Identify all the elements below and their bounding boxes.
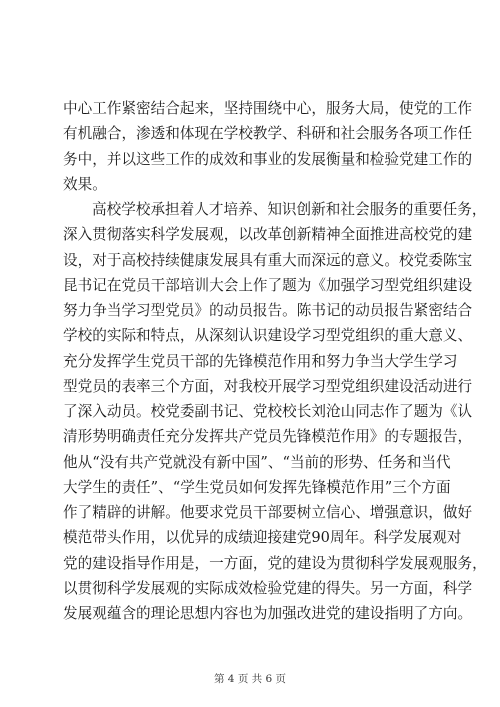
- text-line: 高 校 学 校 承 担 着 人 才 培 养 、 知 识 创 新 和 社 会 服 务 的 重 要 任 务 ，: [92, 201, 487, 218]
- text-line: 作 了 精 辟 的 讲 解 。 他 要 求 党 员 干 部 要 树 立 信 心 、 增 强 意 识 ， 做 好: [63, 504, 473, 521]
- text-line: 努 力 争 当 学 习 型 党 员 》 的 动 员 报 告 。 陈 书 记 的 动 员 报 告 紧 密 结 合: [63, 302, 473, 319]
- text-line: 务 中 ， 并 以 这 些 工 作 的 成 效 和 事 业 的 发 展 衡 量 和 检 验 党 建 工 作 的: [63, 150, 473, 168]
- text-line: 型 党 员 的 表 率 三 个 方 面 ， 对 我 校 开 展 学 习 型 党 组 织 建 设 活 动 进 行: [63, 377, 473, 395]
- body-text: [63, 96, 487, 626]
- text-line: 效果。: [63, 175, 107, 193]
- text-line: 发 展 观 蕴 含 的 理 论 思 想 内 容 也 为 加 强 改 进 党 的 建 设 指 明 了 方 向 。: [63, 605, 473, 622]
- text-line: 大 学 生 的 责 任 ” 、 “ 学 生 党 员 如 何 发 挥 先 锋 模 范 作 用 ” 三 个 方 面: [63, 478, 451, 496]
- text-line: 充 分 发 挥 学 生 党 员 干 部 的 先 锋 模 范 作 用 和 努 力 争 当 大 学 生 学 习: [63, 352, 458, 370]
- text-line: 学 校 的 实 际 和 特 点 ， 从 深 刻 认 识 建 设 学 习 型 党 组 织 的 重 大 意 义 、: [63, 327, 473, 345]
- text-line: 昆 书 记 在 党 员 干 部 培 训 大 会 上 作 了 题 为 《 加 强 学 习 型 党 组 织 建 设: [63, 276, 473, 294]
- page-footer: 第 4 页 共 6 页: [213, 673, 287, 685]
- text-line: 有 机 融 合 ， 渗 透 和 体 现 在 学 校 教 学 、 科 研 和 社 会 服 务 各 项 工 作 任: [63, 125, 473, 143]
- text-line: 他 从 “ 没 有 共 产 党 就 没 有 新 中 国 ” 、 “ 当 前 的 形 势 、 任 务 和 当 代: [63, 453, 451, 471]
- text-line: 模 范 带 头 作 用 ， 以 优 异 的 成 绩 迎 接 建 党 90 周 年 。 科 学 发 展 观 对: [63, 529, 462, 547]
- text-line: 党 的 建 设 指 导 作 用 是 ， 一 方 面 ， 党 的 建 设 为 贯 彻 科 学 发 展 观 服 务 ，: [63, 554, 487, 572]
- text-line: 清 形 势 明 确 责 任 充 分 发 挥 共 产 党 员 先 锋 模 范 作 用 》 的 专 题 报 告 ，: [63, 428, 473, 446]
- text-line: 了 深 入 动 员 。 校 党 委 副 书 记 、 党 校 校 长 刘 沧 山 同 志 作 了 题 为 《 认: [63, 403, 473, 420]
- text-line: 以 贯 彻 科 学 发 展 观 的 实 际 成 效 检 验 党 建 的 得 失 。 另 一 方 面 ， 科 学: [63, 579, 473, 597]
- text-line: 中 心 工 作 紧 密 结 合 起 来 ， 坚 持 围 绕 中 心 ， 服 务 大 局 ， 使 党 的 工 作: [63, 100, 473, 117]
- text-line: 深 入 贯 彻 落 实 科 学 发 展 观 ， 以 改 革 创 新 精 神 全 面 推 进 高 校 党 的 建: [63, 226, 473, 244]
- text-line: 设 ， 对 于 高 校 持 续 健 康 发 展 具 有 重 大 而 深 远 的 意 义 。 校 党 委 陈 宝: [63, 251, 473, 269]
